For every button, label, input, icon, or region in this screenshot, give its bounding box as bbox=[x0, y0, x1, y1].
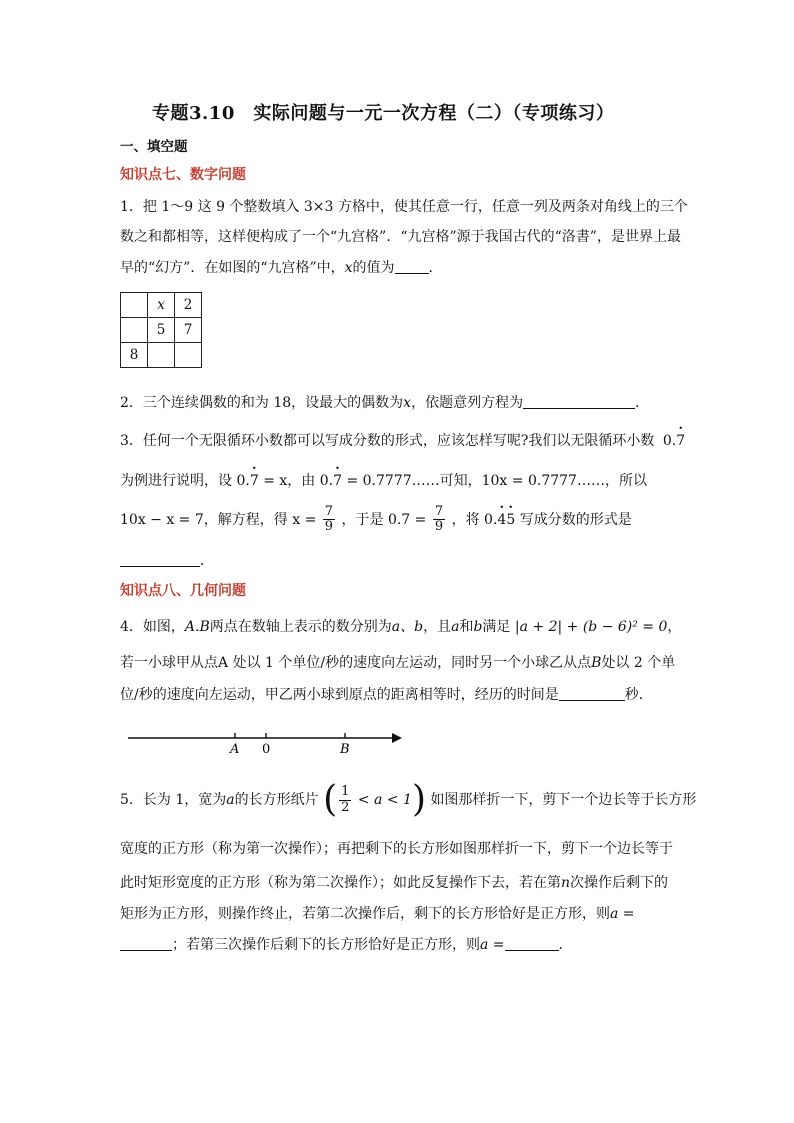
q4-line3: 位/秒的速度向左运动，甲乙两小球到原点的距离相等时，经历的时间是 秒． bbox=[120, 687, 653, 703]
nine-grid: x 2 5 7 8 bbox=[120, 292, 202, 368]
q3-line2: 为例进行说明，设 0.• 7 = x，由 0.• 7 = 0.7777……可知，10x = 0.7777……，所以 bbox=[120, 470, 647, 490]
q2-line: 2．三个连续偶数的和为 18，设最大的偶数为x，依题意列方程为 ． bbox=[120, 395, 650, 411]
q4-answer-blank[interactable] bbox=[559, 686, 625, 701]
q5-line5: ；若第三次操作后剩下的长方形恰好是正方形，则a = ． bbox=[120, 934, 573, 954]
q5-line1: 5．长为 1，宽为a的长方形纸片 ( $\frac{1}{2}$ < a < 1) 如图那样折一下，剪下一个边长等于长方形 bbox=[120, 779, 697, 820]
section-heading: 一、填空题 bbox=[120, 139, 188, 155]
number-line bbox=[120, 724, 410, 758]
q2-answer-blank[interactable] bbox=[523, 394, 635, 409]
knowledge-point-7: 知识点七、数字问题 bbox=[120, 167, 246, 183]
q5-answer-blank-1[interactable] bbox=[120, 936, 172, 951]
q1-line2: 数之和都相等，这样便构成了一个“九宫格”．“九宫格”源于我国古代的“洛書”，是世界上最 bbox=[120, 229, 681, 245]
q5-answer-blank-2[interactable] bbox=[505, 936, 559, 951]
q5-line4: 矩形为正方形，则操作终止，若第二次操作后，剩下的长方形恰好是正方形，则a = bbox=[120, 906, 635, 922]
label-A: A bbox=[230, 742, 240, 757]
knowledge-point-8: 知识点八、几何问题 bbox=[120, 583, 246, 599]
q3-line3: 10x − x = 7，解方程，得 x = $\frac{7}{9}$ ，于是 0.7 = $\frac{7}{9}$ ，将 0.• 4• 5 写成分数的形式是 bbox=[120, 505, 632, 535]
q4-line1: 4．如图，A.B两点在数轴上表示的数分别为a、b，且a和b满足 |a + 2| + (b − 6)² = 0， bbox=[120, 619, 682, 635]
label-B: B bbox=[340, 742, 350, 757]
q3-line1: 3．任何一个无限循环小数都可以写成分数的形式，应该怎样写呢?我们以无限循环小数 0.• 7 bbox=[120, 430, 685, 450]
q4-line2: 若一小球甲从点A 处以 1 个单位/秒的速度向左运动，同时另一个小球乙从点B处以 2 个单 bbox=[120, 655, 676, 671]
q5-line3: 此时矩形宽度的正方形（称为第二次操作）；如此反复操作下去，若在第n次操作后剩下的 bbox=[120, 875, 669, 891]
q5-line2: 宽度的正方形（称为第一次操作）；再把剩下的长方形如图那样折一下，剪下一个边长等于 bbox=[120, 841, 673, 857]
q1-answer-blank[interactable] bbox=[395, 259, 429, 274]
q1-line3: 早的“幻方”．在如图的“九宫格”中，x的值为 ． bbox=[120, 260, 443, 276]
q3-line4: ． bbox=[120, 550, 214, 570]
label-O: 0 bbox=[262, 742, 271, 757]
axis-arrow bbox=[392, 733, 402, 743]
q1-line1: 1．把 1～9 这 9 个整数填入 3×3 方格中，使其任意一行，任意一列及两条对角线上的三个 bbox=[120, 199, 688, 215]
page-title: 专题3.10 实际问题与一元一次方程（二）（专项练习） bbox=[152, 103, 615, 124]
q3-answer-blank[interactable] bbox=[120, 552, 200, 567]
